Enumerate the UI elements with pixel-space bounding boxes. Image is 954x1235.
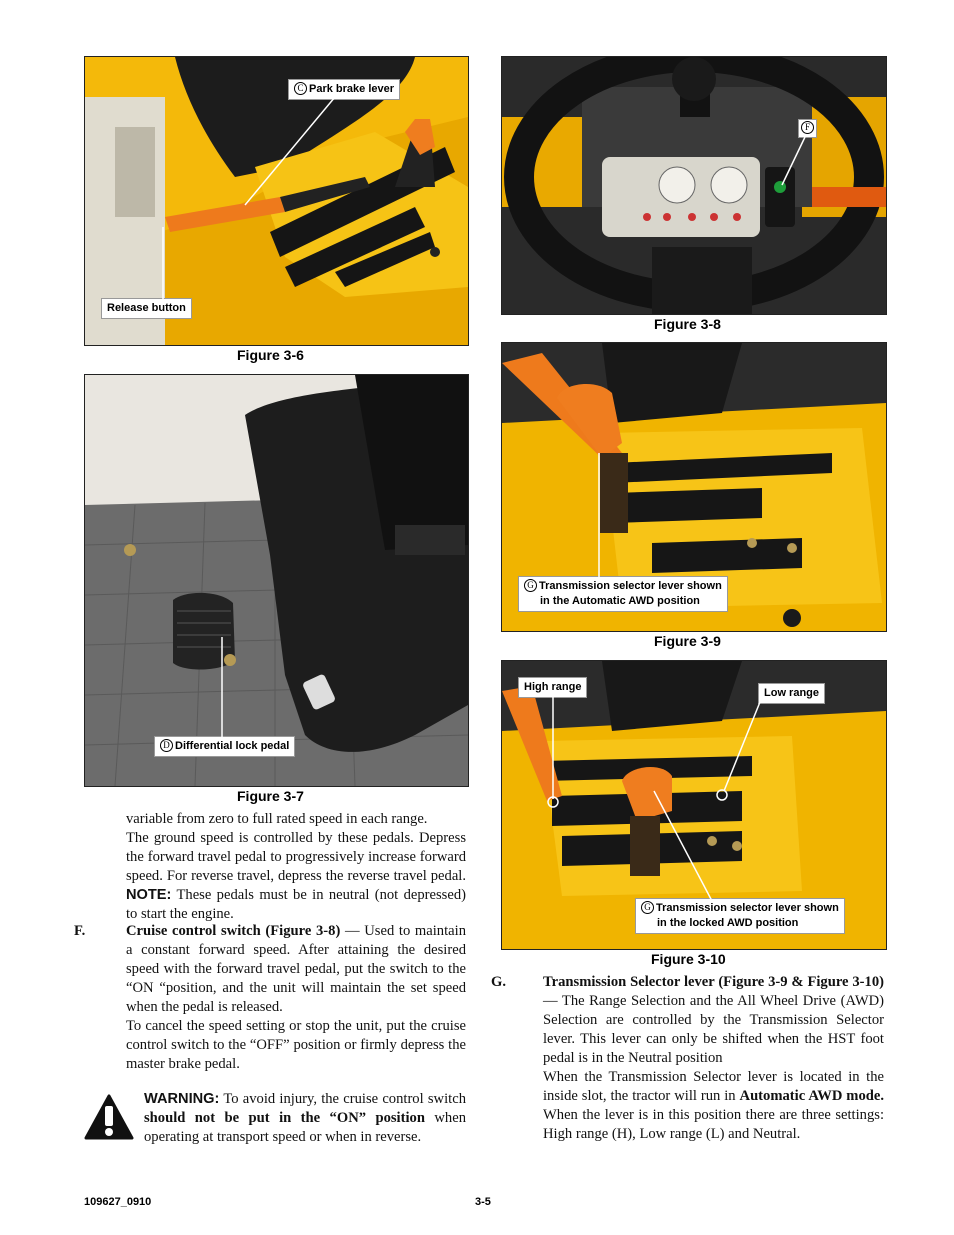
callout-differential-lock-pedal: D Differential lock pedal: [154, 736, 295, 757]
item-g-para: G. Transmission Selector lever (Figure 3-9 & Figure 3-10) — The Range Selection and the All Wheel Drive (AWD) Selection are controlled by the Transmission Selector lever. This lever can only be shifted when the HST foot pedal is in the Neutral position: [491, 974, 884, 1066]
figure-3-10-caption: Figure 3-10: [651, 951, 726, 967]
callout-park-brake-lever: C Park brake lever: [288, 79, 400, 100]
callout-transmission-selector-automatic: G Transmission selector lever shown in the Automatic AWD position: [518, 576, 728, 612]
callout-letter-d: D: [160, 739, 173, 752]
leader-lines: [502, 57, 886, 314]
item-f: [74, 922, 466, 1074]
callout-letter-f: F: [801, 121, 814, 134]
figure-3-7-caption: Figure 3-7: [237, 788, 304, 804]
callout-letter-g: G: [524, 579, 537, 592]
figure-3-10-photo: [501, 660, 887, 950]
figure-3-6-caption: Figure 3-6: [237, 347, 304, 363]
leader-lines: [502, 343, 886, 631]
item-f-cancel: To cancel the speed setting or stop the unit, put the cruise control switch to the “OFF” position or firmly depress the master brake pedal.: [126, 1018, 466, 1072]
figure-3-9-caption: Figure 3-9: [654, 633, 721, 649]
callout-letter-c: C: [294, 82, 307, 95]
callout-transmission-selector-locked: G Transmission selector lever shown in the locked AWD position: [635, 898, 845, 934]
figure-3-8-caption: Figure 3-8: [654, 316, 721, 332]
leader-lines: [85, 375, 468, 786]
callout-low-range: Low range: [758, 683, 825, 704]
footer-page-number: 3-5: [475, 1196, 491, 1208]
para-ground-speed: The ground speed is controlled by these pedals. Depress the forward travel pedal to progressively increase forward speed. For reverse travel, depress the reverse travel pedal. NOTE: These pedals must be in neutral (not depressed) to start the engine.: [126, 830, 466, 922]
footer-doc-number: 109627_0910: [84, 1196, 152, 1208]
leader-lines: [85, 57, 468, 345]
item-f-para: F. Cruise control switch (Figure 3-8) — Used to maintain a constant forward speed. After attaining the desired speed with the forward travel pedal, put the switch to the “ON “position, and the unit will maintain the set speed when the pedal is released.: [74, 923, 466, 1015]
callout-letter-g: G: [641, 901, 654, 914]
figure-3-6-photo: [84, 56, 469, 346]
item-g: [491, 973, 884, 1144]
warning-icon: [84, 1094, 134, 1140]
item-g-automatic-awd: When the Transmission Selector lever is located in the inside slot, the tractor will run in Automatic AWD mode. When the lever is in this position there are three settings: High range (H), Low range (L) and Neutral.: [543, 1069, 884, 1142]
leader-lines: [502, 661, 886, 949]
figure-3-9-photo: [501, 342, 887, 632]
figure-3-7-photo: [84, 374, 469, 787]
para-speed-range: variable from zero to full rated speed in each range.: [126, 811, 428, 827]
callout-release-button: Release button: [101, 298, 192, 319]
warning-text: WARNING: To avoid injury, the cruise control switch should not be put in the “ON” position when operating at transport speed or when in reverse.: [144, 1091, 466, 1145]
left-body-text: [126, 810, 466, 924]
callout-high-range: High range: [518, 677, 587, 698]
figure-3-8-photo: [501, 56, 887, 315]
